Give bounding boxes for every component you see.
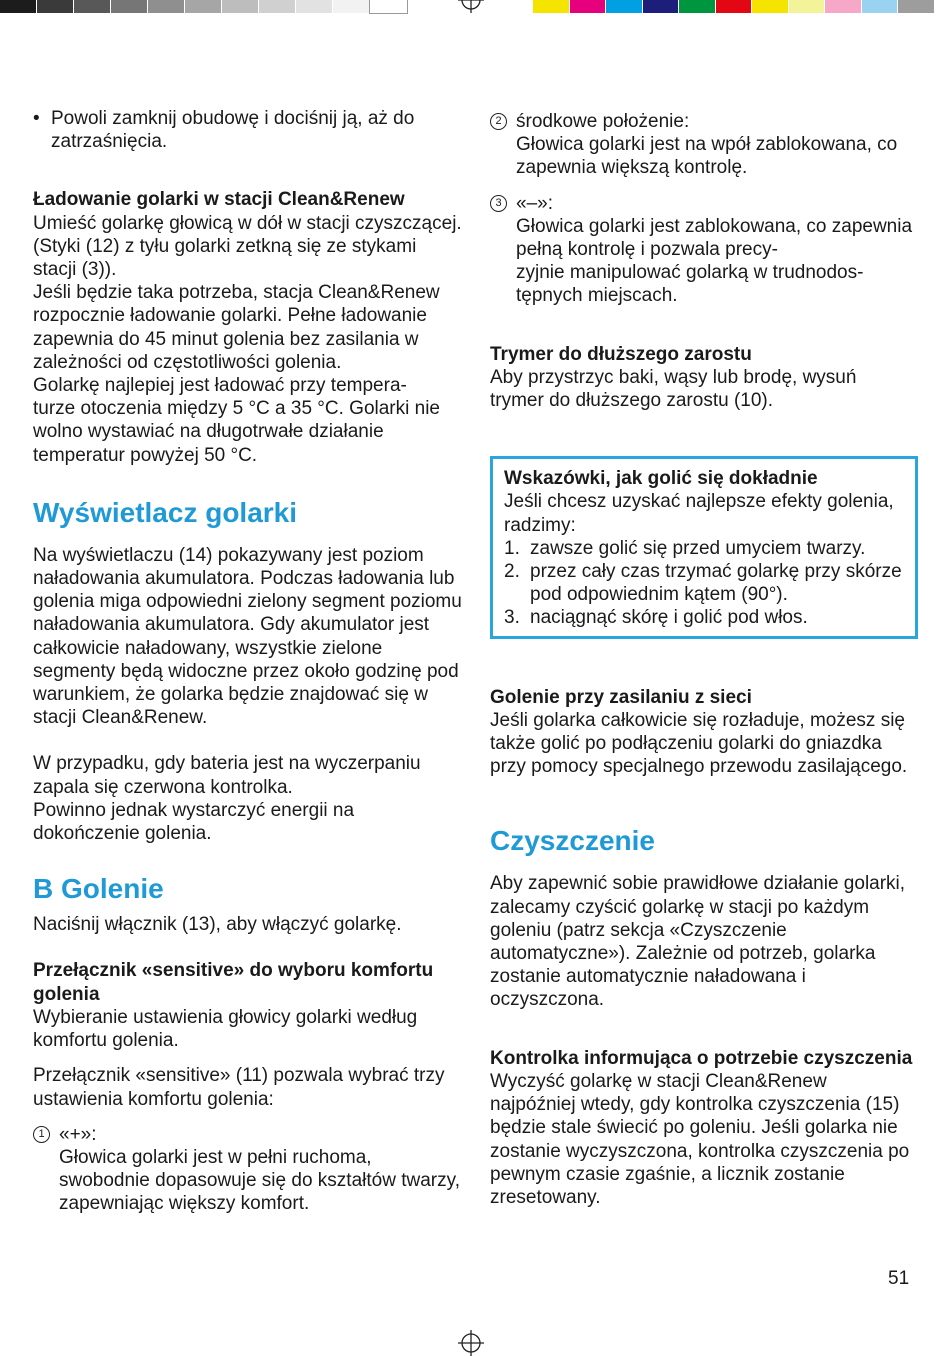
color-swatch-11 [898,0,935,13]
gray-scale-bar [0,0,407,13]
switch-body: Wybieranie ustawienia głowicy golarki według komfortu golenia. [33,1006,418,1052]
color-calibration-bar [533,0,935,13]
setting-item-1-title: «+»: [59,1123,97,1145]
color-swatch-5 [679,0,716,13]
charging-title: Ładowanie golarki w stacji Clean&Renew [33,189,405,211]
gray-swatch-5 [148,0,185,13]
cleaning-heading: Czyszczenie [490,825,655,857]
gray-swatch-10 [333,0,370,13]
registration-mark-top-icon [458,0,484,13]
gray-swatch-8 [259,0,296,13]
setting-item-2 [490,110,915,180]
setting-item-3-title: «–»: [516,192,553,214]
mains-body: Jeśli golarka całkowicie się rozładuje, możesz się także golić po podłączeniu golarki do gniazdka przy pomocy specjalnego przewodu zasilającego. [490,709,908,778]
setting-item-3-body: Głowica golarki jest zablokowana, co zapewnia pełną kontrolę i pozwala precy- zyjnie manipulować golarką w trudnodos- tępnych miejscach. [516,215,913,307]
gray-swatch-1 [0,0,37,13]
color-swatch-7 [752,0,789,13]
color-swatch-2 [570,0,607,13]
circled-number-1: 1 [33,1126,50,1143]
tips-box [490,456,918,638]
setting-item-3 [490,192,915,308]
display-heading: Wyświetlacz golarki [33,496,298,528]
indicator-title: Kontrolka informująca o potrzebie czyszczenia [490,1047,913,1069]
gray-swatch-11 [370,0,407,13]
right-column [490,110,915,1209]
tips-item-1: 1. zawsze golić się przed umyciem twarzy. [504,537,866,559]
gray-swatch-6 [185,0,222,13]
left-column [33,107,463,1216]
tips-item-2: 2. przez cały czas trzymać golarkę przy skórze pod odpowiednim kątem (90°). [504,561,902,606]
display-para-2: W przypadku, gdy bateria jest na wyczerpaniu zapala się czerwona kontrolka. Powinno jednak wystarczyć energii na dokończenie golenia. [33,753,421,845]
gray-swatch-3 [74,0,111,13]
color-swatch-6 [716,0,753,13]
intro-bullet: • Powoli zamknij obudowę i dociśnij ją, aż do zatrzaśnięcia. [33,107,463,153]
gray-swatch-7 [222,0,259,13]
tips-item-3: 3. naciągnąć skórę i golić pod włos. [504,607,808,629]
setting-item-1-body: Głowica golarki jest w pełni ruchoma, swobodnie dopasowuje się do kształtów twarzy, zapewniając większy komfort. [59,1146,460,1215]
tips-title: Wskazówki, jak golić się dokładnie [504,468,818,490]
shaving-heading: B Golenie [33,873,164,905]
cleaning-para: Aby zapewnić sobie prawidłowe działanie golarki, zalecamy czyścić golarkę w stacji po każdym goleniu (patrz sekcja «Czyszczenie automatyczne»). Zależnie od potrzeb, golarka zostanie automatycznie naładowana i oczyszczona. [490,873,906,1011]
setting-item-2-title: środkowe położenie: [516,111,690,132]
setting-item-1 [33,1123,463,1216]
trimmer-body: Aby przystrzyc baki, wąsy lub brodę, wysuń trymer do dłuższego zarostu (10). [490,366,857,412]
shaving-para: Naciśnij włącznik (13), aby włączyć golarkę. [33,914,402,936]
circled-number-3: 3 [490,195,507,212]
charging-body: Umieść golarkę głowicą w dół w stacji czyszczącej. (Styki (12) z tyłu golarki zetkną się ze stykami stacji (3)). Jeśli będzie taka potrzeba, stacja Clean&Renew rozpocznie ładowanie golarki. Pełne ładowanie zapewnia do 45 minut golenia bez zasilania w zależności od częstotliwości golenia. Golarkę najlepiej jest ładować przy tempera- turze otoczenia między 5 °C a 35 °C. Golarki nie wolno wystawiać na długotrwałe działanie temperatur powyżej 50 °C. [33,212,462,466]
trimmer-title: Trymer do dłuższego zarostu [490,343,752,365]
page-number: 51 [888,1268,910,1289]
color-swatch-3 [606,0,643,13]
gray-swatch-9 [296,0,333,13]
color-swatch-9 [825,0,862,13]
color-swatch-8 [789,0,826,13]
color-swatch-4 [643,0,680,13]
setting-item-2-body: Głowica golarki jest na wpół zablokowana, co zapewnia większą kontrolę. [516,134,898,179]
mains-title: Golenie przy zasilaniu z sieci [490,686,752,708]
display-para-1: Na wyświetlaczu (14) pokazywany jest poziom naładowania akumulatora. Podczas ładowania lub golenia miga odpowiedni zielony segment poziomu naładowania akumulatora. Gdy akumulator jest całkowicie naładowany, wszystkie zielone segmenty będą widoczne przez około godzinę pod warunkiem, że golarka będzie znajdować się w stacji Clean&Renew. [33,544,462,729]
color-swatch-1 [533,0,570,13]
switch-para-2: Przełącznik «sensitive» (11) pozwala wybrać trzy ustawienia komfortu golenia: [33,1065,445,1110]
tips-intro: Jeśli chcesz uzyskać najlepsze efekty golenia, radzimy: [504,491,894,536]
color-swatch-10 [862,0,899,13]
tips-list [504,537,905,630]
gray-swatch-2 [37,0,74,13]
indicator-body: Wyczyść golarkę w stacji Clean&Renew najpóźniej wtedy, gdy kontrolka czyszczenia (15) będzie stale świecić po goleniu. Jeśli golarka nie zostanie wyczyszczona, kontrolka czyszczenia po pewnym czasie zgaśnie, a licznik zostanie zresetowany. [490,1070,910,1208]
switch-title: Przełącznik «sensitive» do wyboru komfortu golenia [33,960,434,1005]
circled-number-2: 2 [490,113,507,130]
registration-mark-bottom-icon [458,1330,484,1356]
gray-swatch-4 [111,0,148,13]
